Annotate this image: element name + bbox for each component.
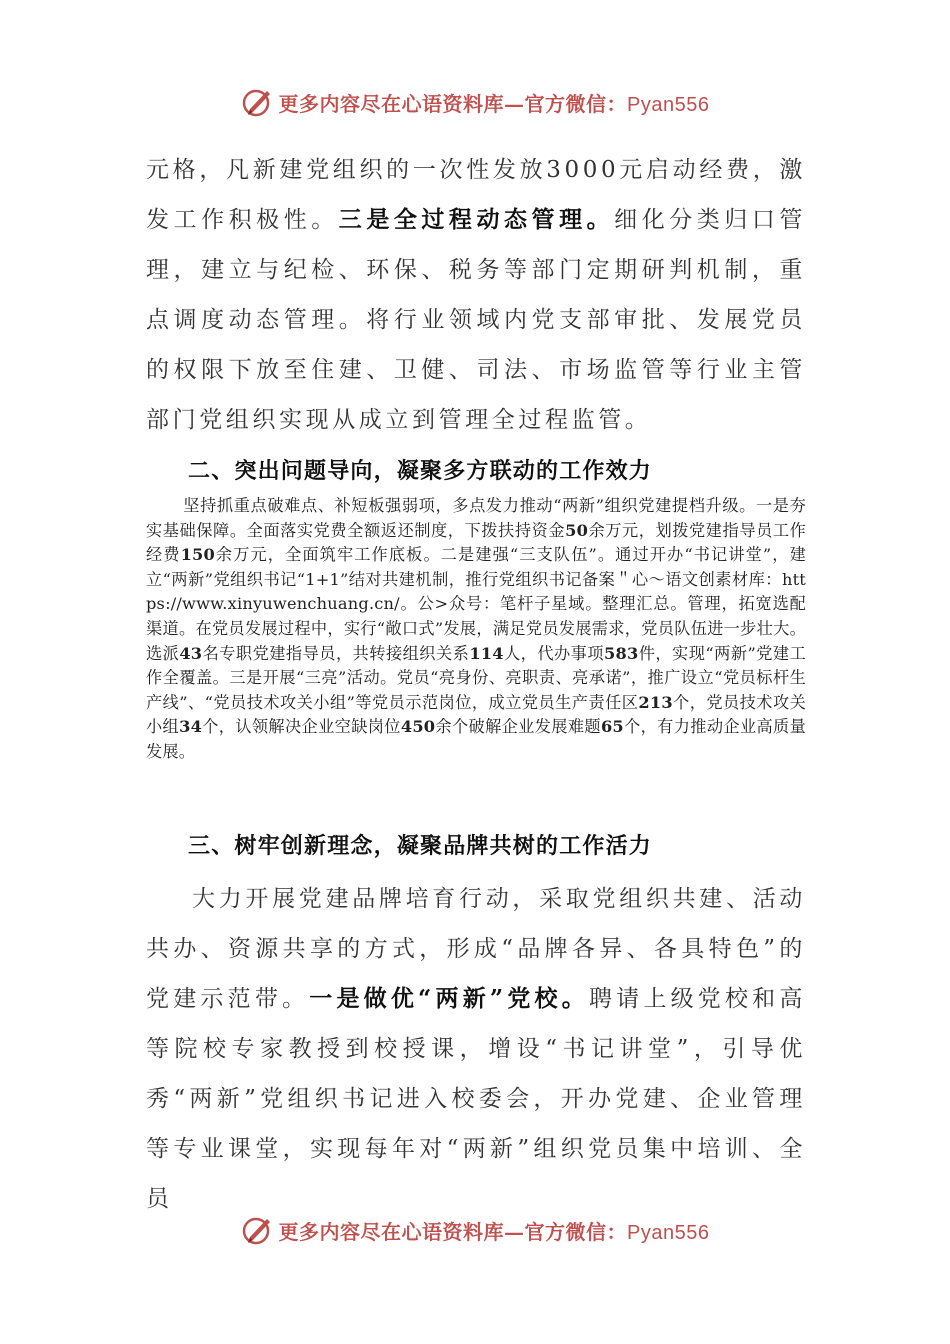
banner-text: 更多内容尽在心语资料库—官方微信：Pyan556 [278, 1219, 710, 1244]
wechat-id: Pyan556 [627, 1221, 710, 1244]
section-heading-2: 二、突出问题导向，凝聚多方联动的工作效力 [188, 458, 653, 484]
header-banner [0, 80, 950, 124]
paragraph-section-3: 大力开展党建品牌培育行动，采取党组织共建、活动共办、资源共享的方式，形成“品牌各异、各具特色”的党建示范带。一是做优“两新”党校。聘请上级党校和高等院校专家教授到校授课，增设“书记讲堂”，引导优秀“两新”党组织书记进入校委会，开办党建、企业管理等专业课堂，实现每年对“两新”组织党员集中培训、全员 [146, 886, 806, 1212]
bold-phrase: 一是做优“两新”党校。 [309, 985, 589, 1012]
banner-text: 更多内容尽在心语资料库—官方微信：Pyan556 [278, 91, 710, 116]
footer-banner [0, 1208, 950, 1252]
bold-phrase: 三是全过程动态管理。 [338, 206, 615, 233]
paragraph-continued: 元格，凡新建党组织的一次性发放3000元启动经费，激发工作积极性。三是全过程动态管理。细化分类归口管理，建立与纪检、环保、税务等部门定期研判机制，重点调度动态管理。将行业领域内党支部审批、发展党员的权限下放至住建、卫健、司法、市场监管等行业主管部门党组织实现从成立到管理全过程监管。 [146, 157, 807, 433]
paragraph-section-2: 坚持抓重点破难点、补短板强弱项，多点发力推动“两新”组织党建提档升级。一是夯实基础保障。全面落实党费全额返还制度，下拨扶持资金50余万元，划拨党建指导员工作经费150余万元，全面筑牢工作底板。二是建强“三支队伍”。通过开办“书记讲堂”，建立“两新”党组织书记“1+1”结对共建机制，推行党组织书记备案＂心～语文创素材库：https://www.xinyuwenchuang.cn/。公>众号：笔杆子星域。整理汇总。管理，拓宽选配渠道。在党员发展过程中，实行“敞口式”发展，满足党员发展需求，党员队伍进一步壮大。选派43名专职党建指导员，共转接组织关系114人，代办事项583件，实现“两新”党建工作全覆盖。三是开展“三亮”活动。党员“亮身份、亮职责、亮承诺”，推广设立“党员标杆生产线”、“党员技术攻关小组”等党员示范岗位，成立党员生产责任区213个，党员技术攻关小组34个，认领解决企业空缺岗位450余个破解企业发展难题65个，有力推动企业高质量发展。 [146, 496, 807, 761]
url-text: https://www.xinyuwenchuang.cn/ [146, 569, 806, 614]
wechat-id: Pyan556 [627, 93, 710, 116]
pen-circle-logo-icon [241, 1213, 275, 1247]
section-heading-3: 三、树牢创新理念，凝聚品牌共树的工作活力 [188, 833, 653, 859]
pen-circle-logo-icon [241, 85, 275, 119]
